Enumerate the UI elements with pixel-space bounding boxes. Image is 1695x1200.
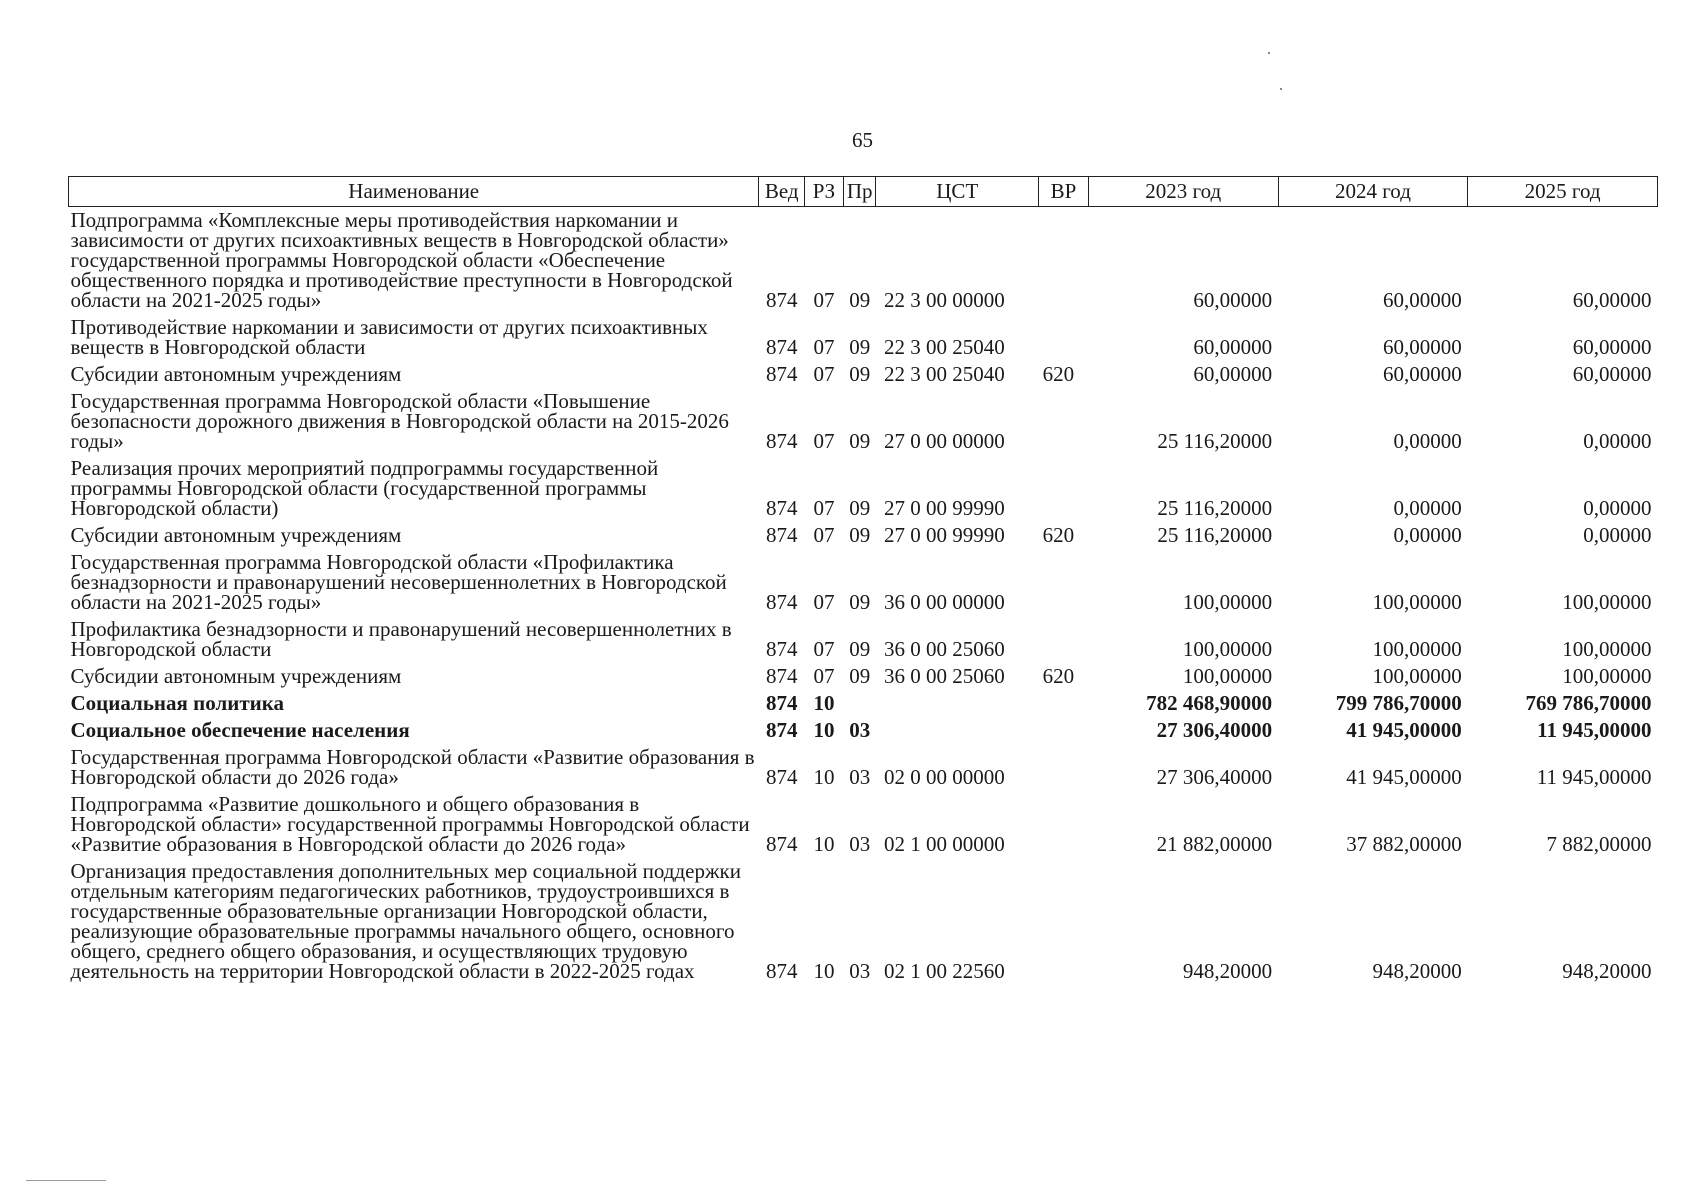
scan-artifact-line	[26, 1180, 106, 1181]
cell-cst: 22 3 00 00000	[883, 288, 1005, 312]
cell-pr: 09	[849, 496, 871, 520]
cell-vr	[1039, 314, 1089, 361]
cell-rz: 07	[813, 523, 835, 547]
cell-pr: 03	[849, 959, 871, 983]
cell-cst: 27 0 00 99990	[883, 496, 1005, 520]
cell-vr	[1039, 455, 1089, 522]
table-row	[69, 791, 1658, 858]
cell-name: Государственная программа Новгородской области «Повышение безопасности дорожного движения в Новгородской области на 2015-2026 годы»	[70, 389, 729, 453]
cell-ved: 874	[765, 691, 798, 715]
cell-2023: 100,00000	[1182, 637, 1273, 661]
header-2024: 2024 год	[1278, 177, 1468, 207]
cell-2023: 60,00000	[1193, 288, 1273, 312]
cell-pr: 03	[849, 832, 871, 856]
cell-cst: 36 0 00 00000	[883, 590, 1005, 614]
cell-cst: 22 3 00 25040	[883, 335, 1005, 359]
cell-name: Организация предоставления дополнительных мер социальной поддержки отдельным категориям педагогических работников, трудоустроившихся в государственные образовательные организации Новгородской области, реализующие образовательные программы начального общего, основного общего, среднего общего образования, и осуществляющих трудовую деятельность на территории Новгородской области в 2022-2025 годах	[70, 859, 741, 983]
cell-vr	[1039, 717, 1089, 744]
header-ved: Вед	[759, 177, 805, 207]
table-header-row	[69, 177, 1658, 207]
cell-pr: 09	[849, 664, 871, 688]
table-row	[69, 616, 1658, 663]
cell-ved: 874	[765, 496, 798, 520]
cell-vr	[1039, 549, 1089, 616]
table-row	[69, 858, 1658, 985]
cell-2025: 60,00000	[1572, 335, 1652, 359]
cell-cst: 22 3 00 25040	[883, 362, 1005, 386]
cell-name: Профилактика безнадзорности и правонарушений несовершеннолетних в Новгородской области	[70, 617, 732, 661]
cell-name: Реализация прочих мероприятий подпрограммы государственной программы Новгородской области (государственной программы Новгородской области)	[70, 456, 659, 520]
cell-2024: 37 882,00000	[1346, 832, 1462, 856]
cell-rz: 07	[813, 362, 835, 386]
cell-2025: 100,00000	[1562, 590, 1652, 614]
cell-vr	[1039, 616, 1089, 663]
cell-2025: 100,00000	[1562, 664, 1652, 688]
cell-name: Подпрограмма «Комплексные меры противодействия наркомании и зависимости от других психоактивных веществ в Новгородской области» государственной программы Новгородской области «Обеспечение общественного порядка и противодействие преступности в Новгородской области на 2021-2025 годы»	[70, 208, 733, 312]
cell-ved: 874	[765, 362, 798, 386]
cell-vr	[1039, 388, 1089, 455]
cell-2023: 25 116,20000	[1157, 523, 1273, 547]
cell-2025: 0,00000	[1583, 523, 1652, 547]
cell-cst	[876, 717, 1039, 744]
cell-cst: 02 1 00 00000	[883, 832, 1005, 856]
cell-pr: 03	[849, 718, 871, 742]
table-row	[69, 455, 1658, 522]
cell-ved: 874	[765, 523, 798, 547]
cell-ved: 874	[765, 959, 798, 983]
cell-name: Подпрограмма «Развитие дошкольного и общего образования в Новгородской области» государственной программы Новгородской области «Развитие образования в Новгородской области до 2026 года»	[70, 792, 750, 856]
scan-artifact-dot	[1280, 88, 1282, 90]
cell-cst: 02 0 00 00000	[883, 765, 1005, 789]
cell-2025: 769 786,70000	[1525, 691, 1652, 715]
table-row	[69, 314, 1658, 361]
cell-2024: 41 945,00000	[1346, 765, 1462, 789]
cell-rz: 10	[813, 718, 835, 742]
table-row	[69, 361, 1658, 388]
table-row	[69, 549, 1658, 616]
table-row	[69, 207, 1658, 315]
cell-rz: 07	[813, 288, 835, 312]
cell-2024: 100,00000	[1372, 590, 1462, 614]
cell-rz: 07	[813, 590, 835, 614]
table-row	[69, 388, 1658, 455]
header-2023: 2023 год	[1088, 177, 1278, 207]
cell-vr	[1039, 858, 1089, 985]
cell-name: Социальная политика	[70, 691, 285, 715]
scan-artifact-dot	[1268, 52, 1270, 54]
cell-name: Социальное обеспечение населения	[70, 718, 410, 742]
cell-pr	[843, 690, 876, 717]
cell-2024: 0,00000	[1393, 523, 1462, 547]
header-vr: ВР	[1039, 177, 1089, 207]
cell-2025: 11 945,00000	[1537, 718, 1652, 742]
cell-2025: 0,00000	[1583, 496, 1652, 520]
cell-2025: 0,00000	[1583, 429, 1652, 453]
cell-rz: 07	[813, 496, 835, 520]
cell-vr: 620	[1042, 362, 1075, 386]
cell-vr: 620	[1042, 664, 1075, 688]
table-row	[69, 744, 1658, 791]
cell-2023: 27 306,40000	[1156, 718, 1273, 742]
cell-rz: 10	[813, 959, 835, 983]
cell-ved: 874	[765, 590, 798, 614]
cell-2024: 948,20000	[1372, 959, 1462, 983]
cell-2025: 100,00000	[1562, 637, 1652, 661]
cell-cst: 27 0 00 00000	[883, 429, 1005, 453]
cell-rz: 10	[813, 691, 835, 715]
cell-2025: 60,00000	[1572, 288, 1652, 312]
cell-name: Государственная программа Новгородской области «Развитие образования в Новгородской области до 2026 года»	[70, 745, 755, 789]
page-number: 65	[852, 128, 873, 152]
cell-2023: 782 468,90000	[1146, 691, 1273, 715]
cell-2025: 7 882,00000	[1546, 832, 1652, 856]
cell-ved: 874	[765, 429, 798, 453]
cell-ved: 874	[765, 288, 798, 312]
cell-vr	[1039, 744, 1089, 791]
cell-2024: 799 786,70000	[1335, 691, 1462, 715]
cell-pr: 09	[849, 335, 871, 359]
header-pr: Пр	[843, 177, 876, 207]
cell-2023: 21 882,00000	[1156, 832, 1273, 856]
cell-rz: 07	[813, 335, 835, 359]
header-2025: 2025 год	[1468, 177, 1658, 207]
cell-pr: 09	[849, 362, 871, 386]
table-row	[69, 690, 1658, 717]
cell-name: Субсидии автономным учреждениям	[70, 523, 402, 547]
cell-2023: 25 116,20000	[1157, 496, 1273, 520]
table-row	[69, 717, 1658, 744]
cell-2025: 948,20000	[1562, 959, 1652, 983]
cell-rz: 10	[813, 832, 835, 856]
cell-2024: 0,00000	[1393, 429, 1462, 453]
cell-pr: 03	[849, 765, 871, 789]
cell-pr: 09	[849, 637, 871, 661]
header-rz: РЗ	[804, 177, 843, 207]
cell-cst	[876, 690, 1039, 717]
cell-pr: 09	[849, 523, 871, 547]
cell-ved: 874	[765, 664, 798, 688]
cell-2024: 100,00000	[1372, 664, 1462, 688]
table-row	[69, 663, 1658, 690]
cell-cst: 02 1 00 22560	[883, 959, 1005, 983]
cell-2023: 948,20000	[1182, 959, 1273, 983]
cell-2024: 41 945,00000	[1346, 718, 1462, 742]
cell-2024: 60,00000	[1383, 288, 1462, 312]
cell-ved: 874	[765, 832, 798, 856]
cell-name: Противодействие наркомании и зависимости от других психоактивных веществ в Новгородской области	[70, 315, 708, 359]
cell-pr: 09	[849, 429, 871, 453]
cell-cst: 36 0 00 25060	[883, 637, 1005, 661]
cell-2023: 60,00000	[1193, 362, 1273, 386]
cell-cst: 36 0 00 25060	[883, 664, 1005, 688]
cell-name: Субсидии автономным учреждениям	[70, 664, 402, 688]
table-body	[69, 207, 1658, 986]
cell-ved: 874	[765, 718, 798, 742]
cell-2024: 60,00000	[1383, 362, 1462, 386]
cell-name: Субсидии автономным учреждениям	[70, 362, 402, 386]
cell-rz: 07	[813, 664, 835, 688]
cell-ved: 874	[765, 765, 798, 789]
cell-rz: 07	[813, 637, 835, 661]
cell-rz: 07	[813, 429, 835, 453]
cell-2023: 100,00000	[1182, 590, 1273, 614]
budget-table	[68, 176, 1658, 985]
cell-name: Государственная программа Новгородской области «Профилактика безнадзорности и правонарушений несовершеннолетних в Новгородской области на 2021-2025 годы»	[70, 550, 727, 614]
table-row	[69, 522, 1658, 549]
cell-2024: 60,00000	[1383, 335, 1462, 359]
cell-2023: 25 116,20000	[1157, 429, 1273, 453]
cell-2025: 11 945,00000	[1536, 765, 1652, 789]
cell-vr	[1039, 791, 1089, 858]
cell-pr: 09	[849, 288, 871, 312]
cell-2023: 60,00000	[1193, 335, 1273, 359]
cell-ved: 874	[765, 335, 798, 359]
cell-cst: 27 0 00 99990	[883, 523, 1005, 547]
cell-vr	[1039, 690, 1089, 717]
cell-2023: 100,00000	[1182, 664, 1273, 688]
cell-vr	[1039, 207, 1089, 315]
header-name: Наименование	[69, 177, 759, 207]
cell-vr: 620	[1042, 523, 1075, 547]
cell-2024: 0,00000	[1393, 496, 1462, 520]
cell-rz: 10	[813, 765, 835, 789]
header-cst: ЦСТ	[876, 177, 1039, 207]
cell-pr: 09	[849, 590, 871, 614]
cell-2023: 27 306,40000	[1156, 765, 1273, 789]
cell-ved: 874	[765, 637, 798, 661]
cell-2025: 60,00000	[1572, 362, 1652, 386]
cell-2024: 100,00000	[1372, 637, 1462, 661]
